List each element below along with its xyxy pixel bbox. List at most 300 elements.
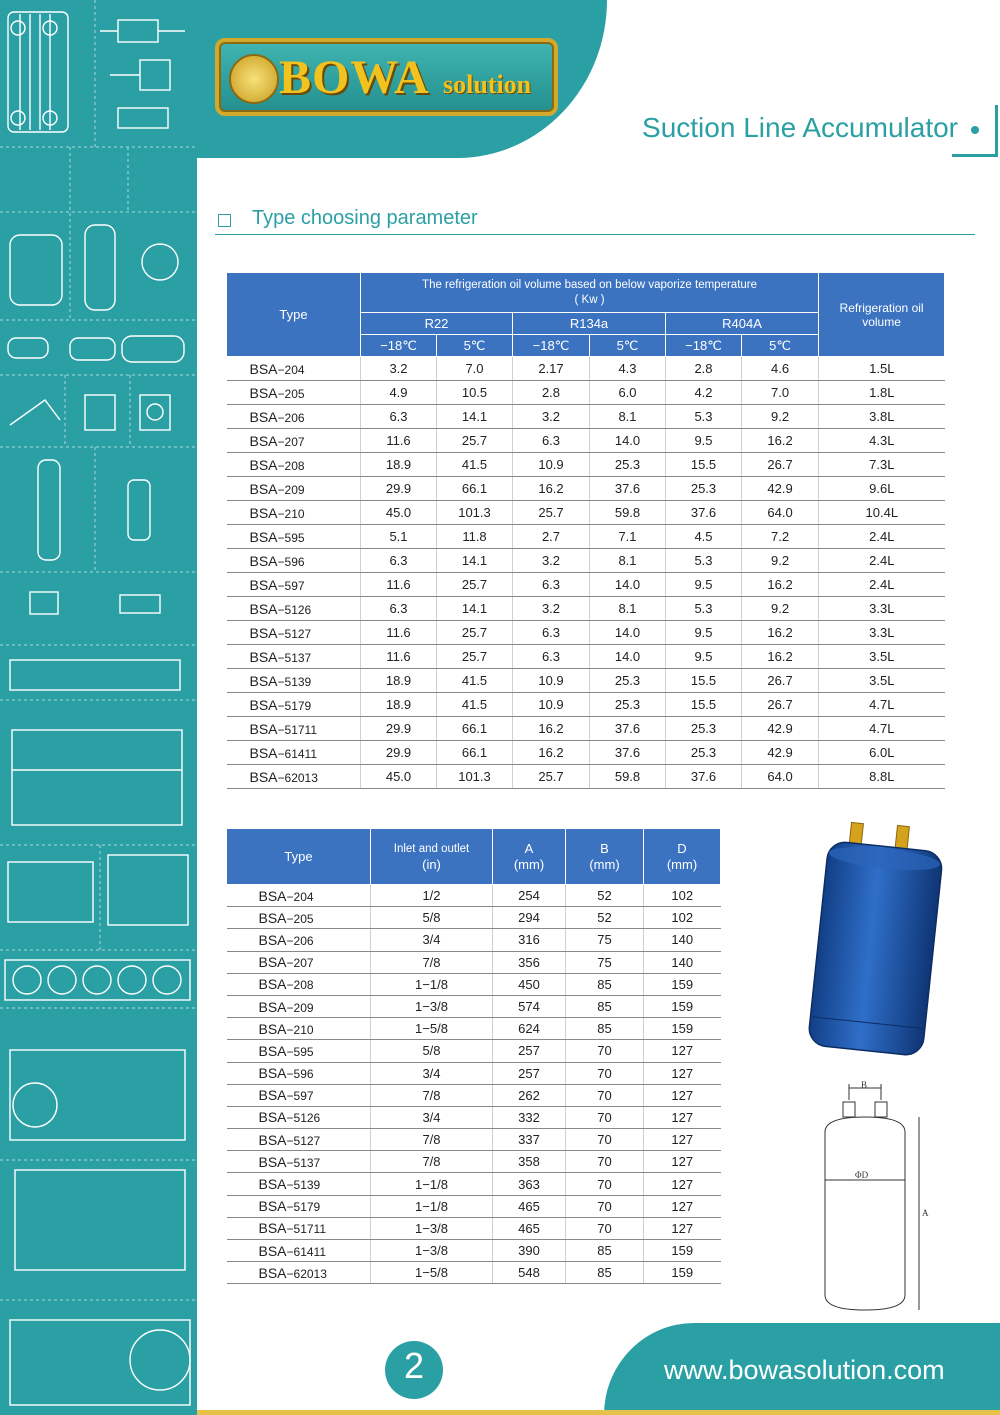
oil-volume: 3.3L: [819, 597, 945, 621]
header-temp: −18℃: [666, 335, 742, 357]
model-prefix: BSA: [258, 1109, 287, 1126]
heading-bracket-vertical: [995, 105, 998, 157]
inlet-outlet-size: 7/8: [371, 951, 493, 973]
dimension-a: 465: [493, 1195, 566, 1217]
dim-header-inlet-unit: (in): [422, 857, 441, 872]
table-row: [227, 669, 945, 693]
table-row: [227, 1040, 721, 1062]
table-row: [227, 525, 945, 549]
model-type: [227, 1084, 371, 1106]
inlet-outlet-size: 3/4: [371, 1106, 493, 1128]
model-number: −61411: [286, 1244, 327, 1259]
capacity-value: 59.8: [590, 765, 666, 789]
model-prefix: BSA: [258, 954, 287, 971]
model-number: −595: [277, 530, 305, 545]
dimension-a: 257: [493, 1062, 566, 1084]
inlet-outlet-size: 1−3/8: [371, 995, 493, 1017]
globe-emblem-icon: [229, 54, 279, 104]
model-type: [227, 1040, 371, 1062]
capacity-value: 4.6: [742, 357, 819, 381]
capacity-value: 29.9: [361, 717, 437, 741]
model-number: −209: [286, 1000, 314, 1015]
model-type: [227, 1173, 371, 1195]
capacity-value: 9.2: [742, 597, 819, 621]
capacity-value: 6.3: [513, 429, 590, 453]
dimension-b: 85: [566, 1018, 644, 1040]
capacity-value: 6.3: [513, 645, 590, 669]
model-number: −5179: [277, 698, 312, 713]
section-title: Type choosing parameter: [252, 207, 478, 229]
model-number: −208: [286, 978, 314, 993]
table-row: [227, 885, 721, 907]
capacity-value: 66.1: [437, 741, 513, 765]
table-row: [227, 429, 945, 453]
model-type: [227, 453, 361, 477]
model-number: −5127: [286, 1133, 321, 1148]
inlet-outlet-size: 3/4: [371, 929, 493, 951]
model-type: [227, 995, 371, 1017]
model-prefix: BSA: [258, 1042, 287, 1059]
model-prefix: BSA: [258, 1065, 287, 1082]
model-number: −62013: [277, 770, 318, 785]
table-row: [227, 765, 945, 789]
capacity-value: 25.7: [437, 621, 513, 645]
header-temp: −18℃: [513, 335, 590, 357]
section-divider: [215, 234, 975, 235]
capacity-value: 25.7: [437, 573, 513, 597]
dimension-table-body: [227, 885, 721, 1284]
capacity-value: 101.3: [437, 501, 513, 525]
table-row: [227, 907, 721, 929]
model-number: −5137: [286, 1155, 321, 1170]
capacity-value: 15.5: [666, 453, 742, 477]
model-number: −5126: [286, 1111, 321, 1126]
model-number: −61411: [277, 746, 318, 761]
dimension-d: 159: [644, 973, 721, 995]
dimension-b: 52: [566, 885, 644, 907]
capacity-value: 25.7: [437, 429, 513, 453]
dimension-d: 159: [644, 1262, 721, 1284]
header-refrigerant-r22: R22: [361, 313, 513, 335]
capacity-value: 7.0: [437, 357, 513, 381]
oil-volume: 2.4L: [819, 549, 945, 573]
inlet-outlet-size: 3/4: [371, 1062, 493, 1084]
capacity-value: 8.1: [590, 597, 666, 621]
model-type: [227, 1106, 371, 1128]
table-row: [227, 1195, 721, 1217]
model-type: [227, 405, 361, 429]
capacity-value: 3.2: [361, 357, 437, 381]
capacity-value: 10.9: [513, 669, 590, 693]
dimension-d: 159: [644, 995, 721, 1017]
dimension-d: 127: [644, 1106, 721, 1128]
model-number: −207: [277, 434, 305, 449]
brand-logo: [215, 38, 558, 116]
model-number: −51711: [277, 722, 318, 737]
table-row: [227, 357, 945, 381]
model-number: −207: [286, 956, 314, 971]
model-prefix: BSA: [249, 552, 278, 569]
capacity-value: 16.2: [513, 477, 590, 501]
dimension-d: 102: [644, 885, 721, 907]
inlet-outlet-size: 5/8: [371, 1040, 493, 1062]
capacity-value: 25.7: [437, 645, 513, 669]
model-type: [227, 765, 361, 789]
oil-volume: 7.3L: [819, 453, 945, 477]
table-row: [227, 1262, 721, 1284]
dimension-b: 85: [566, 973, 644, 995]
dim-header-inlet: [371, 829, 493, 885]
inlet-outlet-size: 1−1/8: [371, 1195, 493, 1217]
capacity-value: 37.6: [590, 741, 666, 765]
oil-volume: 6.0L: [819, 741, 945, 765]
oil-volume: 10.4L: [819, 501, 945, 525]
dimension-a: 358: [493, 1151, 566, 1173]
capacity-value: 29.9: [361, 741, 437, 765]
model-prefix: BSA: [249, 576, 278, 593]
model-prefix: BSA: [249, 528, 278, 545]
dim-header-a: [493, 829, 566, 885]
capacity-value: 6.3: [513, 573, 590, 597]
dimension-b: 70: [566, 1217, 644, 1239]
model-number: −596: [277, 554, 305, 569]
model-type: [227, 1151, 371, 1173]
inlet-outlet-size: 1−5/8: [371, 1262, 493, 1284]
model-number: −206: [277, 410, 305, 425]
capacity-value: 25.7: [513, 765, 590, 789]
inlet-outlet-size: 1/2: [371, 885, 493, 907]
capacity-value: 64.0: [742, 501, 819, 525]
oil-volume: 1.5L: [819, 357, 945, 381]
capacity-value: 25.3: [590, 693, 666, 717]
dimension-a: 624: [493, 1018, 566, 1040]
dimension-a: 363: [493, 1173, 566, 1195]
dimension-a: 337: [493, 1129, 566, 1151]
capacity-value: 5.3: [666, 549, 742, 573]
dimension-d: 127: [644, 1040, 721, 1062]
model-prefix: BSA: [258, 1198, 287, 1215]
table-row: [227, 693, 945, 717]
model-prefix: BSA: [249, 672, 278, 689]
model-type: [227, 885, 371, 907]
capacity-value: 41.5: [437, 693, 513, 717]
model-prefix: BSA: [249, 600, 278, 617]
table-row: [227, 1217, 721, 1239]
model-number: −51711: [286, 1222, 327, 1237]
inlet-outlet-size: 7/8: [371, 1151, 493, 1173]
table-row: [227, 597, 945, 621]
capacity-value: 25.7: [513, 501, 590, 525]
dim-header-b: [566, 829, 644, 885]
model-type: [227, 907, 371, 929]
dimension-d: 127: [644, 1151, 721, 1173]
dimension-d: 140: [644, 929, 721, 951]
inlet-outlet-size: 7/8: [371, 1084, 493, 1106]
capacity-value: 7.2: [742, 525, 819, 549]
capacity-value: 26.7: [742, 453, 819, 477]
inlet-outlet-size: 1−3/8: [371, 1240, 493, 1262]
capacity-value: 25.3: [666, 717, 742, 741]
dim-header-a-unit: (mm): [513, 856, 545, 872]
dimension-a: 316: [493, 929, 566, 951]
dimension-b: 75: [566, 951, 644, 973]
table-row: [227, 951, 721, 973]
table-row: [227, 995, 721, 1017]
dimension-a: 332: [493, 1106, 566, 1128]
oil-volume: 2.4L: [819, 573, 945, 597]
dimension-b: 70: [566, 1195, 644, 1217]
capacity-value: 25.3: [666, 741, 742, 765]
capacity-value: 11.6: [361, 429, 437, 453]
table-row: [227, 501, 945, 525]
model-prefix: BSA: [249, 408, 278, 425]
model-prefix: BSA: [258, 909, 287, 926]
drawing-label-d: ΦD: [855, 1170, 869, 1180]
inlet-outlet-size: 1−5/8: [371, 1018, 493, 1040]
capacity-value: 4.5: [666, 525, 742, 549]
model-type: [227, 669, 361, 693]
model-prefix: BSA: [258, 976, 287, 993]
model-number: −5126: [277, 602, 312, 617]
page-number: 2: [403, 1345, 425, 1386]
dim-header-a-label: A: [524, 840, 534, 856]
model-number: −597: [286, 1089, 314, 1104]
dimension-b: 70: [566, 1129, 644, 1151]
dimension-a: 254: [493, 885, 566, 907]
table-row: [227, 929, 721, 951]
capacity-value: 6.0: [590, 381, 666, 405]
model-number: −62013: [286, 1266, 327, 1281]
table-row: [227, 1084, 721, 1106]
model-number: −205: [286, 911, 314, 926]
model-type: [227, 381, 361, 405]
capacity-value: 18.9: [361, 669, 437, 693]
dimension-d: 127: [644, 1062, 721, 1084]
table-row: [227, 621, 945, 645]
model-type: [227, 621, 361, 645]
capacity-value: 6.3: [513, 621, 590, 645]
dim-header-d-label: D: [677, 840, 687, 856]
model-type: [227, 525, 361, 549]
capacity-value: 4.3: [590, 357, 666, 381]
accumulator-dimension-drawing: [815, 1080, 935, 1320]
capacity-value: 26.7: [742, 693, 819, 717]
footer-website: www.bowasolution.com: [664, 1355, 945, 1385]
oil-volume: 4.7L: [819, 717, 945, 741]
dimension-a: 294: [493, 907, 566, 929]
dim-header-d: [644, 829, 721, 885]
header-refrigerant-r404a: R404A: [666, 313, 819, 335]
table-row: [227, 1173, 721, 1195]
capacity-value: 66.1: [437, 717, 513, 741]
model-prefix: BSA: [258, 998, 287, 1015]
table-row: [227, 1018, 721, 1040]
capacity-value: 16.2: [513, 741, 590, 765]
model-type: [227, 597, 361, 621]
page-title: Suction Line Accumulator: [642, 112, 958, 143]
capacity-value: 9.5: [666, 621, 742, 645]
model-type: [227, 573, 361, 597]
model-number: −210: [286, 1022, 314, 1037]
dimension-d: 140: [644, 951, 721, 973]
capacity-value: 9.2: [742, 549, 819, 573]
model-prefix: BSA: [249, 360, 278, 377]
capacity-value: 3.2: [513, 597, 590, 621]
capacity-value: 10.5: [437, 381, 513, 405]
header-main-text: The refrigeration oil volume based on below vaporize temperature: [422, 278, 758, 291]
dimension-b: 85: [566, 995, 644, 1017]
table-row: [227, 405, 945, 429]
model-prefix: BSA: [258, 931, 287, 948]
model-type: [227, 973, 371, 995]
model-prefix: BSA: [249, 624, 278, 641]
model-prefix: BSA: [249, 648, 278, 665]
dim-header-type: Type: [227, 829, 371, 885]
inlet-outlet-size: 5/8: [371, 907, 493, 929]
model-prefix: BSA: [249, 696, 278, 713]
bottom-rule: [197, 1410, 1000, 1415]
capacity-value: 66.1: [437, 477, 513, 501]
model-number: −205: [277, 386, 305, 401]
capacity-value: 18.9: [361, 453, 437, 477]
model-number: −5179: [286, 1200, 321, 1215]
oil-volume: 3.5L: [819, 669, 945, 693]
oil-volume: 8.8L: [819, 765, 945, 789]
capacity-value: 59.8: [590, 501, 666, 525]
capacity-value: 64.0: [742, 765, 819, 789]
header-type: Type: [227, 273, 361, 357]
model-number: −208: [277, 458, 305, 473]
capacity-value: 2.7: [513, 525, 590, 549]
dimension-b: 85: [566, 1240, 644, 1262]
model-prefix: BSA: [249, 480, 278, 497]
capacity-value: 37.6: [666, 765, 742, 789]
accumulator-photo: [800, 818, 950, 1068]
oil-volume: 4.3L: [819, 429, 945, 453]
model-number: −210: [277, 506, 305, 521]
model-prefix: BSA: [249, 432, 278, 449]
table-row: [227, 1106, 721, 1128]
model-prefix: BSA: [249, 456, 278, 473]
oil-volume: 3.8L: [819, 405, 945, 429]
model-number: −5137: [277, 650, 312, 665]
logo-brand-name: BOWA: [279, 51, 430, 104]
header-temp: 5℃: [437, 335, 513, 357]
model-type: [227, 1195, 371, 1217]
model-type: [227, 501, 361, 525]
inlet-outlet-size: 1−1/8: [371, 1173, 493, 1195]
model-number: −597: [277, 578, 305, 593]
capacity-value: 11.6: [361, 621, 437, 645]
model-type: [227, 1018, 371, 1040]
table-row: [227, 1062, 721, 1084]
header-oil-volume: Refrigeration oil volume: [819, 273, 945, 357]
heading-dot-icon: [971, 126, 979, 134]
header-main: [361, 273, 819, 313]
table-row: [227, 741, 945, 765]
capacity-value: 3.2: [513, 549, 590, 573]
dimension-a: 574: [493, 995, 566, 1017]
table-row: [227, 645, 945, 669]
model-type: [227, 929, 371, 951]
oil-volume: 2.4L: [819, 525, 945, 549]
dimension-d: 127: [644, 1084, 721, 1106]
model-type: [227, 951, 371, 973]
capacity-value: 14.0: [590, 645, 666, 669]
capacity-value: 16.2: [742, 621, 819, 645]
dim-header-inlet-text: Inlet and outlet: [393, 843, 470, 855]
model-type: [227, 1062, 371, 1084]
capacity-value: 8.1: [590, 405, 666, 429]
dimension-d: 127: [644, 1195, 721, 1217]
model-number: −5139: [277, 674, 312, 689]
capacity-value: 37.6: [590, 717, 666, 741]
model-type: [227, 693, 361, 717]
capacity-value: 25.3: [590, 669, 666, 693]
capacity-value: 8.1: [590, 549, 666, 573]
capacity-value: 11.8: [437, 525, 513, 549]
table-row: [227, 1151, 721, 1173]
capacity-value: 6.3: [361, 549, 437, 573]
dimension-d: 127: [644, 1217, 721, 1239]
capacity-value: 6.3: [361, 405, 437, 429]
capacity-value: 41.5: [437, 669, 513, 693]
model-type: [227, 741, 361, 765]
header-temp: −18℃: [361, 335, 437, 357]
dim-header-b-unit: (mm): [589, 856, 620, 872]
dimension-d: 102: [644, 907, 721, 929]
capacity-value: 29.9: [361, 477, 437, 501]
dimension-a: 450: [493, 973, 566, 995]
table-row: [227, 453, 945, 477]
sidebar-product-illustrations: [0, 0, 197, 1415]
model-type: [227, 429, 361, 453]
capacity-value: 16.2: [513, 717, 590, 741]
capacity-value: 2.17: [513, 357, 590, 381]
capacity-value: 11.6: [361, 573, 437, 597]
heading-bracket-horizontal: [952, 154, 998, 157]
capacity-value: 15.5: [666, 669, 742, 693]
inlet-outlet-size: 7/8: [371, 1129, 493, 1151]
table-row: [227, 573, 945, 597]
model-type: [227, 1262, 371, 1284]
capacity-value: 14.1: [437, 405, 513, 429]
capacity-value: 7.1: [590, 525, 666, 549]
capacity-value: 14.0: [590, 429, 666, 453]
dimension-b: 70: [566, 1106, 644, 1128]
capacity-value: 6.3: [361, 597, 437, 621]
capacity-value: 37.6: [666, 501, 742, 525]
capacity-value: 10.9: [513, 693, 590, 717]
inlet-outlet-size: 1−1/8: [371, 973, 493, 995]
capacity-value: 15.5: [666, 693, 742, 717]
dimension-b: 70: [566, 1151, 644, 1173]
capacity-value: 5.3: [666, 597, 742, 621]
table-row: [227, 1240, 721, 1262]
model-prefix: BSA: [258, 1153, 287, 1170]
capacity-value: 3.2: [513, 405, 590, 429]
dimension-a: 257: [493, 1040, 566, 1062]
model-prefix: BSA: [249, 504, 278, 521]
model-type: [227, 1240, 371, 1262]
capacity-value: 14.1: [437, 549, 513, 573]
model-prefix: BSA: [258, 1264, 287, 1281]
table-row: [227, 381, 945, 405]
oil-volume: 9.6L: [819, 477, 945, 501]
capacity-value: 16.2: [742, 429, 819, 453]
header-refrigerant-r134a: R134a: [513, 313, 666, 335]
product-sidebar: [0, 0, 197, 1415]
